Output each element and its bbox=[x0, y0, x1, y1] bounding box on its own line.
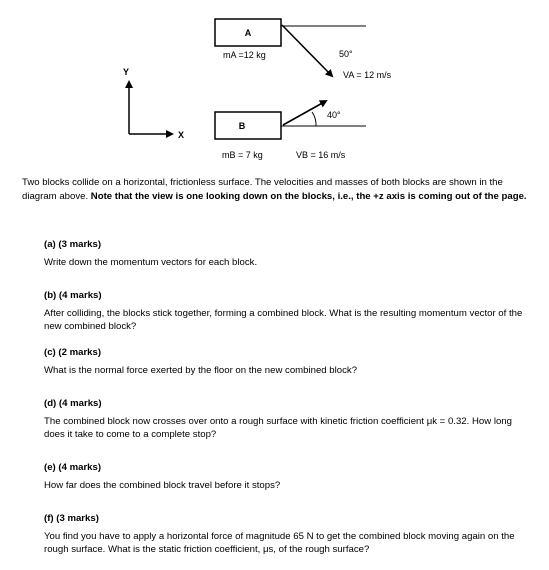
intro-note: Note that the view is one looking down on the blocks, i.e., the +z axis is coming out of the page. bbox=[90, 191, 527, 202]
block-b-angle: 40° bbox=[327, 110, 341, 120]
question-d-text: The combined block now crosses over onto a rough surface with kinetic friction coefficient μk = 0.32. How long does it take to come to a complete stop? bbox=[44, 415, 512, 440]
collision-diagram bbox=[0, 0, 549, 172]
block-b-label: B bbox=[238, 121, 246, 131]
question-c bbox=[44, 346, 534, 377]
question-a-text: Write down the momentum vectors for each block. bbox=[44, 256, 258, 268]
block-b-angle-arc bbox=[312, 112, 316, 126]
question-b-text: After colliding, the blocks stick together, forming a combined block. What is the resulting momentum vector of the new combined block? bbox=[44, 307, 523, 332]
question-c-text: What is the normal force exerted by the floor on the new combined block? bbox=[44, 364, 358, 376]
question-f-text: You find you have to apply a horizontal force of magnitude 65 N to get the combined block moving again on the rough surface. What is the static friction coefficient, μs, of the rough surface? bbox=[44, 530, 515, 555]
question-a-header: (a) (3 marks) bbox=[44, 239, 102, 250]
block-b bbox=[215, 112, 281, 139]
block-a-velocity-arrow bbox=[282, 25, 332, 76]
question-e-text: How far does the combined block travel before it stops? bbox=[44, 479, 281, 491]
block-a-label: A bbox=[244, 28, 252, 38]
question-b bbox=[44, 289, 534, 334]
question-d-header: (d) (4 marks) bbox=[44, 398, 102, 409]
axis-x-label: X bbox=[178, 130, 185, 140]
block-b-mass: mB = 7 kg bbox=[222, 150, 263, 160]
question-b-header: (b) (4 marks) bbox=[44, 290, 102, 301]
intro-text: Two blocks collide on a horizontal, frictionless surface. The velocities and masses of both blocks are shown in the diagram above. bbox=[22, 177, 503, 202]
question-e bbox=[44, 461, 534, 492]
block-b-velocity: VB = 16 m/s bbox=[296, 150, 346, 160]
question-c-header: (c) (2 marks) bbox=[44, 347, 102, 358]
question-a bbox=[44, 238, 534, 269]
question-d bbox=[44, 397, 534, 442]
block-a-angle: 50° bbox=[339, 49, 353, 59]
block-a-mass: mA =12 kg bbox=[223, 50, 266, 60]
block-b-velocity-arrow bbox=[283, 101, 326, 125]
axis-y-label: Y bbox=[123, 67, 130, 77]
problem-intro bbox=[22, 176, 532, 204]
question-f-header: (f) (3 marks) bbox=[44, 513, 99, 524]
question-f bbox=[44, 512, 534, 557]
question-e-header: (e) (4 marks) bbox=[44, 462, 102, 473]
block-a-velocity: VA = 12 m/s bbox=[343, 70, 392, 80]
